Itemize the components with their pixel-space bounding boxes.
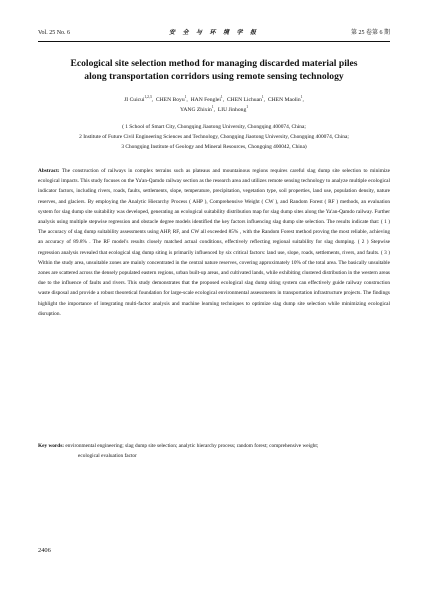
header-rule xyxy=(38,41,390,42)
header-volume-cn: 第 25 卷第 6 期 xyxy=(350,30,390,36)
author: HAN Fenglei$^1$ xyxy=(190,95,223,103)
author: CHEN Boyu$^1$ xyxy=(155,95,187,103)
abstract-label: Abstract: xyxy=(38,168,60,174)
header-journal-name: 安 全 与 环 境 学 报 xyxy=(168,30,259,36)
keywords-line-2: ecological evaluation factor xyxy=(78,453,137,460)
abstract-text: The construction of railways in complex terrains such as plateaus and mountainous regions requires careful slag dump site selection to minimize ecological impacts. This study focuses on the Ya'an-Qamdo railway section as the research area and utilizes remote sensing technology to analyze multiple ecological indicator factors, including rivers, roads, faults, settlements, slope, temperature, precipitation, vegetation type, soil properties, land use, population density, nature reserves, and glaciers. By employing the Analytic Hierarchy Process ( AHP ), Comprehensive Weight ( CW ), and Random Forest ( RF ) methods, an evaluation system for slag dump site suitability was developed, generating an ecological suitability distribution map for slag dump sites along the Ya'an-Qamdo railway. Further analysis using multiple stepwise regression and obstacle degree models identified the key factors influencing slag dump site selection. The results indicate that: ( 1 ) The accuracy of slag dump suitability assessments using AHP, RF, and CW all exceeded 85% , with the Random Forest method proving the most reliable, achieving an accuracy of 89.8% . The RF model's results closely matched actual conditions, effectively reflecting regional suitability for slag dumping. ( 2 ) Stepwise regression analysis revealed that ecological slag dump siting is primarily influenced by six critical factors: land use, slope, roads, settlements, rivers, and faults. ( 3 ) Within the study area, unsuitable zones are mainly concentrated in the central nature reserves, covering approximately 10% of the total area. The basically unsuitable zones are scattered across the densely populated eastern regions, urban built-up areas, and cultivated lands, while exhibiting clustered distribution in the western areas due to the influence of faults and rivers. This study demonstrates that the proposed ecological slag dump siting system can effectively guide railway construction waste disposal and provide a robust theoretical foundation for large-scale ecological environmental assessments in transportation infrastructure projects. The findings highlight the importance of integrating multi-factor analysis and machine learning techniques to optimize slag dump site selection while minimizing ecological disruption. xyxy=(38,168,390,317)
keywords-line-1: environmental engineering; slag dump site selection; analytic hierarchy process; random forest; comprehensive weight; xyxy=(65,443,319,449)
page-number: 2406 xyxy=(38,547,51,554)
affiliation-list xyxy=(38,122,390,152)
header-volume: Vol. 25 No. 6 xyxy=(38,30,71,36)
author: CHEN Lichuan$^1$ xyxy=(226,95,264,103)
affiliation: 2 Institute of Future Civil Engineering Sciences and Technology, Chongqing Jiaotong University, Chongqing 400074, China; xyxy=(79,134,349,140)
abstract xyxy=(38,166,390,319)
paper-title-line-1: Ecological site selection method for managing discarded material piles xyxy=(70,58,358,69)
affiliation: ( 1 School of Smart City, Chongqing Jiaotong University, Chongqing 400074, China; xyxy=(122,124,306,130)
affiliation: 3 Chongqing Institute of Geology and Mineral Resources, Chongqing 400042, China) xyxy=(121,144,307,150)
keywords xyxy=(38,441,390,461)
paper-title-line-2: along transportation corridors using remote sensing technology xyxy=(84,71,344,82)
author: YANG Zhixin$^1$ xyxy=(179,105,214,113)
running-header xyxy=(38,27,390,39)
paper-title xyxy=(38,57,390,83)
keywords-label: Key words: xyxy=(38,443,65,449)
author: JI Cuicui$^{1,2,3}$ xyxy=(124,95,152,103)
author: LIU Jinhong$^1$ xyxy=(217,105,249,113)
author-list: JI Cuicui$^{1,2,3}$, CHEN Boyu$^1$, HAN Fenglei$^1$, CHEN Lichuan$^1$, CHEN Maolin$^1$, YANG Zhixin$^1$, LIU Jinhong$^1$ xyxy=(124,95,304,113)
journal-page xyxy=(38,0,390,603)
author: CHEN Maolin$^1$ xyxy=(267,95,303,103)
